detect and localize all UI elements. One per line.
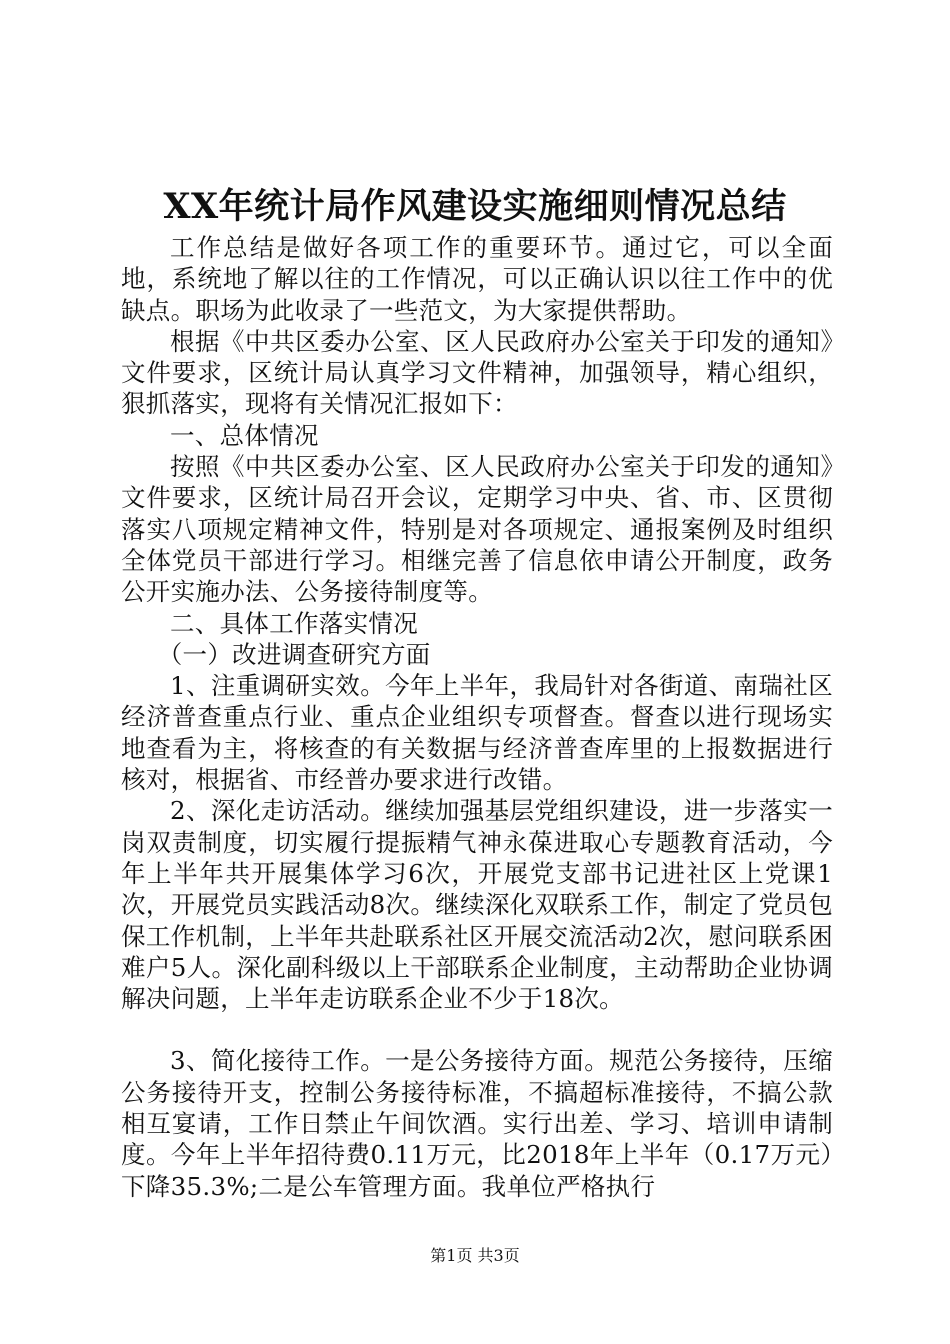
paragraph-item-1: 1、注重调研实效。今年上半年，我局针对各街道、南瑞社区经济普查重点行业、重点企业组织专项督查。督查以进行现场实地查看为主，将核查的有关数据与经济普查库里的上报数据进行核对，根据省、市经普办要求进行改错。 <box>121 671 833 795</box>
document-title: XX年统计局作风建设实施细则情况总结 <box>163 186 787 227</box>
section-heading-specific: 二、具体工作落实情况 <box>170 608 418 638</box>
paragraph-item-2: 2、深化走访活动。继续加强基层党组织建设，进一步落实一岗双责制度，切实履行提振精气神永葆进取心专题教育活动，今年上半年共开展集体学习6次，开展党支部书记进社区上党课1次，开展党员实践活动8次。继续深化双联系工作，制定了党员包保工作机制，上半年共赴联系社区开展交流活动2次，慰问联系困难户5人。深化副科级以上干部联系企业制度，主动帮助企业协调解决问题，上半年走访联系企业不少于18次。 <box>121 796 833 1014</box>
paragraph-intro: 工作总结是做好各项工作的重要环节。通过它，可以全面地，系统地了解以往的工作情况，可以正确认识以往工作中的优缺点。职场为此收录了一些范文，为大家提供帮助。 <box>121 233 833 325</box>
page-footer: 第1页 共3页 <box>430 1246 520 1265</box>
paragraph-overall: 按照《中共区委办公室、区人民政府办公室关于印发的通知》文件要求，区统计局召开会议，定期学习中央、省、市、区贯彻落实八项规定精神文件，特别是对各项规定、通报案例及时组织全体党员干部进行学习。相继完善了信息依申请公开制度，政务公开实施办法、公务接待制度等。 <box>121 452 833 607</box>
paragraph-spacer <box>121 1014 833 1045</box>
document-body <box>121 232 833 1202</box>
subsection-heading-research: （一）改进调查研究方面 <box>157 639 431 669</box>
paragraph-item-3: 3、简化接待工作。一是公务接待方面。规范公务接待，压缩公务接待开支，控制公务接待标准，不搞超标准接待，不搞公款相互宴请，工作日禁止午间饮酒。实行出差、学习、培训申请制度。今年上半年招待费0.11万元，比2018年上半年（0.17万元）下降35.3%;二是公车管理方面。我单位严格执行 <box>121 1046 833 1201</box>
paragraph-basis: 根据《中共区委办公室、区人民政府办公室关于印发的通知》文件要求，区统计局认真学习文件精神，加强领导，精心组织，狠抓落实，现将有关情况汇报如下： <box>121 326 833 419</box>
section-heading-overall: 一、总体情况 <box>170 420 319 450</box>
